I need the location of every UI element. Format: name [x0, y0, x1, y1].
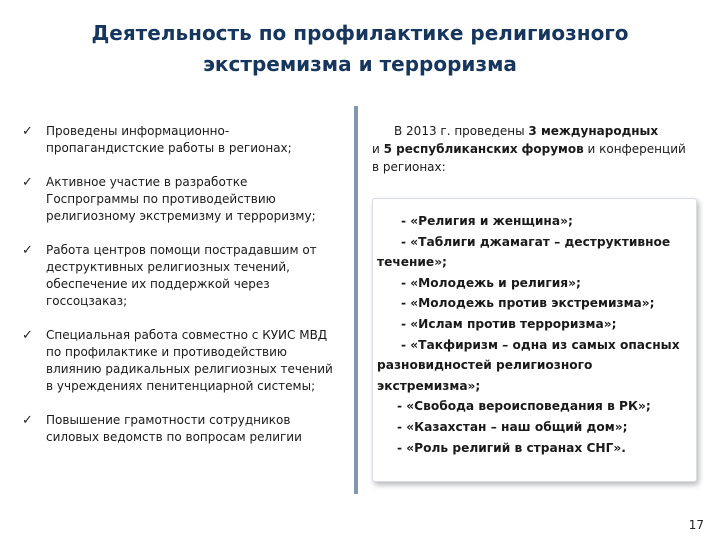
list-item-line: Проведены информационно-: [46, 124, 230, 138]
list-item-line: Специальная работа совместно с КУИС МВД: [46, 328, 328, 342]
forum-line: - «Религия и женщина»;: [401, 214, 573, 228]
list-item-line: по профилактике и противодействию: [46, 345, 288, 359]
forum-line: - «Ислам против терроризма»;: [401, 316, 617, 331]
list-item-line: Активное участие в разработке: [46, 175, 248, 189]
list-item-line: деструктивных религиозных течений,: [46, 260, 290, 274]
list-item-line: Работа центров помощи пострадавшим от: [46, 243, 317, 257]
forum-line: - «Молодежь против экстремизма»;: [401, 296, 655, 311]
list-item: [22, 123, 357, 157]
forums-intro: [372, 122, 702, 176]
list-item: [22, 327, 357, 395]
list-item-line: влиянию радикальных религиозных течений: [46, 362, 333, 376]
intro-bold-count: 3 международных: [528, 124, 659, 138]
forum-line: - «Свобода вероисповедания в РК»;: [397, 399, 651, 414]
intro-text: и конференций: [583, 142, 686, 156]
intro-line-1: [372, 122, 702, 140]
checkmark-icon: ✓: [22, 328, 33, 343]
list-item: [22, 412, 357, 446]
slide-title: [40, 18, 680, 80]
title-line-2: экстремизма и терроризма: [203, 52, 517, 76]
forums-box: [372, 198, 697, 482]
list-item-text: [46, 412, 357, 446]
list-item-line: силовых ведомств по вопросам религии: [46, 430, 302, 444]
list-item-line: в учреждениях пенитенциарной системы;: [46, 379, 316, 393]
forum-line: течение»;: [377, 255, 447, 270]
column-divider: [354, 106, 358, 494]
intro-bold-count: 5 республиканских: [383, 142, 518, 156]
title-line-1: Деятельность по профилактике религиозного: [91, 21, 629, 45]
forum-line: - «Роль религий в странах СНГ».: [397, 440, 626, 455]
list-item-text: [46, 242, 357, 310]
forum-line: - «Казахстан – наш общий дом»;: [397, 419, 628, 434]
forum-line: - «Молодежь и религия»;: [401, 275, 581, 290]
forum-line: - «Такфиризм – одна из самых опасных: [401, 337, 680, 352]
intro-bold-forums: форумов: [521, 142, 584, 156]
checkmark-icon: ✓: [22, 124, 33, 139]
intro-line-3: в регионах:: [372, 160, 446, 174]
checkmark-icon: ✓: [22, 243, 33, 258]
activities-list: [22, 123, 357, 463]
list-item-line: обеспечение их поддержкой через: [46, 277, 270, 291]
list-item-line: религиозному экстремизму и терроризму;: [46, 209, 316, 223]
forum-line: разновидностей религиозного: [377, 358, 593, 373]
list-item-line: Повышение грамотности сотрудников: [46, 413, 291, 427]
intro-line-2: [372, 140, 702, 158]
list-item-text: [46, 123, 357, 157]
intro-text: и: [372, 142, 384, 156]
list-item-line: пропагандистские работы в регионах;: [46, 141, 292, 155]
checkmark-icon: ✓: [22, 175, 33, 190]
list-item: [22, 242, 357, 310]
list-item-line: госсоцзаказ;: [46, 294, 128, 308]
forum-line: экстремизма»;: [377, 378, 481, 393]
checkmark-icon: ✓: [22, 413, 33, 428]
intro-text: В 2013 г. проведены: [394, 124, 529, 138]
list-item: [22, 174, 357, 225]
list-item-text: [46, 327, 357, 395]
page-number: 17: [688, 518, 704, 532]
list-item-line: Госпрограммы по противодействию: [46, 192, 276, 206]
forum-line: - «Таблиги джамагат – деструктивное: [401, 234, 671, 249]
list-item-text: [46, 174, 357, 225]
